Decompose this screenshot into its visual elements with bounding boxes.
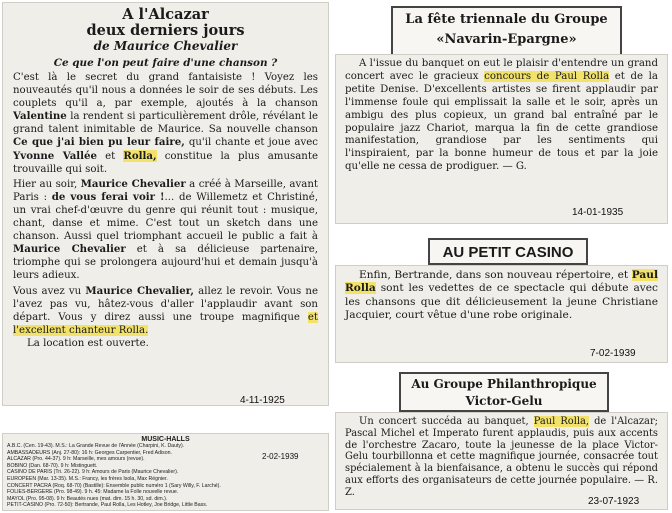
petit-casino-listing: PETIT-CASINO (Pro. 72-50): Bertrande, Paul Rolla, Les Hotley, Joe Bridge, Little Bass.: [7, 502, 208, 509]
navarin-clipping: [335, 54, 668, 224]
listing-line: A.B.C. (Cen. 19-43). M.S.: La Grande Revue de l'Année (Charpini, K. Dauty).: [7, 443, 185, 449]
text-run: ... de Willemetz et Christiné, un vrai chef-d'œuvre du genre qui réunit tout : musique, chant, danse et mime. C'est tout un sketch dans une chanson. Aussi quel triomphant accueil le public a fait à: [13, 191, 318, 243]
listing-line: EUROPEEN (Mar. 13-35). M.S.: Francy, les frères Isola, Max Régnier.: [7, 475, 168, 482]
petit-casino-date: 7-02-1939: [590, 348, 636, 359]
alcazar-title-line1: A l'Alcazar: [122, 6, 209, 23]
victor-gelu-headline: [399, 372, 609, 412]
navarin-headline: [391, 6, 622, 56]
highlight-rolla: Rolla,: [123, 149, 157, 162]
text-run: et à sa délicieuse partenaire, triomphe qui se prolongera aujourd'hui et demain jusqu'à leurs adieux.: [13, 244, 318, 282]
text-run: sont les vedettes de ce spectacle qui débute avec les chansons que dit délicieusement la jeune Christiane Jacquier, court vêtue d'une robe originale.: [345, 282, 658, 322]
navarin-title-line2: «Navarin-Epargne»: [436, 32, 577, 47]
navarin-title-line1: La fête triennale du Groupe: [405, 12, 608, 27]
alcazar-paragraph-4: La location est ouverte.: [27, 337, 149, 349]
victor-gelu-title-line1: Au Groupe Philanthropique: [411, 377, 597, 391]
alcazar-title-line3: de Maurice Chevalier: [93, 39, 238, 53]
song-title: de vous ferai voir !: [51, 190, 165, 203]
text-run: a créé à Marseille, avant Paris :: [13, 178, 318, 203]
victor-gelu-title-line2: Victor-Gelu: [465, 394, 543, 408]
alcazar-paragraph-3: [13, 285, 318, 337]
listing-line: [7, 502, 324, 509]
highlight-rolla: concours de Paul Rolla: [484, 70, 610, 82]
highlight-rolla: et l'excellent chanteur Rolla.: [13, 311, 318, 336]
text-run: qu'il chante et joue avec: [184, 137, 318, 149]
text-run: la rendent si particulièrement drôle, révélant le grand talent inimitable de Maurice. Sa nouvelle chanson: [13, 111, 318, 136]
listing-line: MAYOL (Pro. 95-08). 9 h: Beautés nues (mat. dim. 15 h. 30, sd. dim.).: [7, 495, 168, 502]
text-run: et de la petite Denise. D'excellents artistes se firent applaudir par l'immense foule qui emplissait la salle et le soir, après un ambigu des plus copieux, un grand bal entraîné par le populaire jazz Chariot, marqua la fin de cette grandiose manifestation, grandiose par les sentiments qui l'inspiraient, par la bonne humeur de tous et par la joie qu'elle ne cessa de prodiguer. — G.: [345, 70, 658, 173]
victor-gelu-date: 23-07-1923: [588, 496, 640, 507]
navarin-paragraph: [345, 58, 658, 174]
artist-maurice-chevalier: Maurice Chevalier,: [85, 284, 194, 297]
text-run: Hier au soir,: [13, 178, 81, 190]
alcazar-paragraph-1: [13, 71, 318, 176]
alcazar-paragraph-2: [13, 178, 318, 283]
petit-casino-paragraph: [345, 269, 658, 323]
victor-gelu-paragraph: [345, 416, 658, 499]
listing-line: CASINO DE PARIS (Tri. 26-22). 9 h: Amours de Paris (Maurice Chevalier).: [7, 469, 179, 476]
text-run: C'est là le secret du grand fantaisiste ! Voyez les nouveautés qu'il nous a données le soir de ses débuts. Les couplets qu'il a, par exemple, ajoutés à la chanson: [13, 72, 318, 110]
listing-line: ALCAZAR (Pro. 44-37). 9 h: Marseille, mes amours (revue).: [7, 456, 145, 463]
text-run: A l'issue du banquet on eut le plaisir d'entendre un grand concert avec le gracieux: [345, 58, 658, 82]
text-run: Enfin, Bertrande, dans son nouveau répertoire, et: [359, 269, 632, 281]
text-run: Vous avez vu: [13, 285, 86, 297]
navarin-date: 14-01-1935: [572, 207, 624, 218]
text-run: Un concert succéda au banquet,: [359, 416, 534, 427]
artist-yvonne-vallee: Yvonne Vallée: [13, 149, 98, 162]
highlight-rolla: Paul Rolla: [345, 269, 658, 295]
text-run: allez le revoir. Vous ne l'avez pas vu, hâtez-vous d'aller l'applaudir avant son départ. Vous y direz aussi une troupe magnifique: [13, 285, 319, 323]
artist-maurice-chevalier: Maurice Chevalier: [80, 177, 186, 190]
alcazar-subtitle: Ce que l'on peut faire d'une chanson ?: [53, 57, 278, 69]
highlight-rolla: Paul Rolla,: [533, 416, 590, 427]
song-valentine: Valentine: [13, 110, 67, 123]
alcazar-date: 4-11-1925: [240, 395, 285, 406]
listing-line: AMBASSADEURS (Anj. 27-80): 16 h: Georges Carpentier, Fred Adison.: [7, 449, 172, 456]
listing-line: BOBINO (Dan. 68-70). 9 h: Mistinguett.: [7, 462, 98, 469]
listing-line: CONCERT PACRA (Roq. 68-70) (Bastille): Ensemble public numéro 1 (Sary Willy, F. Larché).: [7, 482, 221, 489]
alcazar-title-line2: deux derniers jours: [86, 22, 245, 39]
petit-casino-headline: AU PETIT CASINO: [428, 238, 588, 265]
listing-line: FOLIES-BERGERE (Pro. 98-49). 9 h. 45: Madame la Folle nouvelle revue.: [7, 489, 179, 496]
alcazar-clipping: [2, 2, 329, 406]
text-run: constitue la plus amusante trouvaille qui soit.: [13, 150, 318, 175]
artist-maurice-chevalier: Maurice Chevalier: [13, 243, 126, 256]
text-run: et: [97, 150, 124, 162]
song-title: Ce que j'ai bien pu leur faire,: [13, 136, 185, 149]
text-run: de l'Alcazar; Pascal Michel et Imperato furent applaudis, puis aux accents de l'orchestre Zacaro, toute la jeunesse de la place Victor-Gelu tourbillonna et cette magnifique journée, consacrée tout spécialement à la bienfaisance, a obtenu le succès qui répond aux efforts des organisateurs de cette journée populaire. — R. Z.: [345, 416, 658, 498]
music-halls-date: 2-02-1939: [262, 452, 299, 461]
music-halls-title: MUSIC-HALLS: [141, 436, 190, 443]
music-halls-listing: [2, 433, 329, 511]
